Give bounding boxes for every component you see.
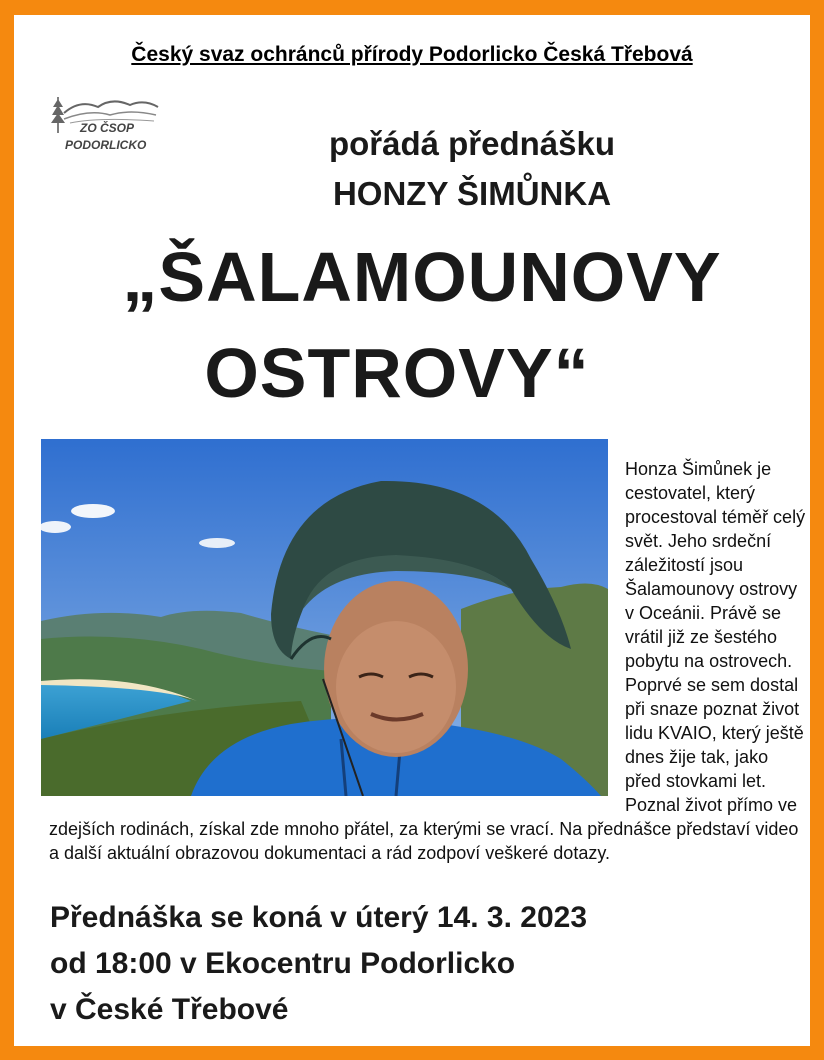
photo-spacer [49,457,619,797]
logo-text-line2: PODORLICKO [65,138,147,152]
organization-heading: Český svaz ochránců přírody Podorlicko Česká Třebová [131,43,693,66]
zo-csop-logo [50,93,160,159]
event-line3: v České Třebové [50,993,289,1026]
description-paragraph: Honza Šimůnek je cestovatel, který procestoval téměř celý svět. Jeho srdeční záležitostí jsou Šalamounovy ostrovy v Oceánii. Právě se vrátil již ze šestého pobytu na ostrovech. Poprvé se sem dostal při snaze poznat život lidu KVAIO, který ještě dnes žije tak, jako před stovkami let. Poznal život přímo ve zdejších rodinách, získal zde mnoho přátel, za kterými se vrací. Na přednášce představí video a další aktuální obrazovou dokumentaci a rád zodpoví veškeré dotazy. [49,459,806,863]
event-line2: od 18:00 v Ekocentru Podorlicko [50,947,516,980]
description-text [49,457,809,865]
intro-line1: pořádá přednášku [328,125,616,162]
title-line1: „ŠALAMOUNOVY [122,238,722,316]
intro-line2: HONZY ŠIMŮNKA [332,175,612,212]
event-details [50,895,587,1033]
poster [14,15,810,1046]
title-line2: OSTROVY“ [204,334,590,412]
logo-text-line1: ZO ČSOP [80,121,135,135]
event-line1: Přednáška se koná v úterý 14. 3. 2023 [50,901,587,934]
